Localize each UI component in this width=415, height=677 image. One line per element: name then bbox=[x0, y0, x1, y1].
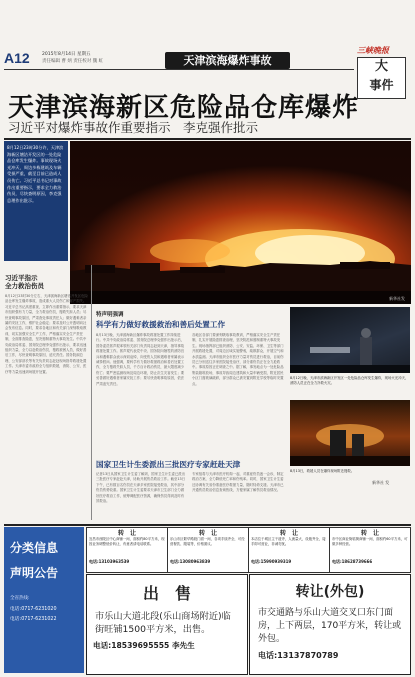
ad-large-transfer-phone: 电话:13137870789 bbox=[258, 651, 339, 660]
notice-title: 声明公告 bbox=[10, 566, 59, 580]
lower-body-right: 专家组将与天津市医疗机构一起，对重症伤员逐一会诊，制定救治方案，全力降低死亡率和伤残率。同时，国家卫生计生委还协调有关省份准备医疗救援力量，随时待命支援。天津市已开通伤员救治信息查询热线，方便家属了解伤员救治情况。 bbox=[192, 472, 284, 493]
ad-small-3 bbox=[248, 527, 330, 573]
left-heading-2: 全力救治伤员 bbox=[5, 282, 44, 290]
ad-large-sale bbox=[86, 574, 248, 675]
left-column-body: 8月12日23时30分左右，天津滨海新区塘沽开发区危险品仓库发生爆炸事故，造成重大人员伤亡和财产损失。习近平总书记高度重视，立即作出重要指示，要求天津市组织强有力力量，全力救治伤员，搜救失踪人员；尽快查明事故原因，严肃查处事故责任人；做好遇难者亲属的安抚工作，维护社会稳定；要求及时公开透明向社会发布信息。同时，要求各地区和有关部门深刻吸取教训，切实加强安全生产工作，严格落实安全生产责任制，全面排查隐患，坚决遏制重特大事故发生。中共中央政治局常委、国务院总理李克强作出批示，要求迅速组织力量，全力以赴救治伤员，搜救被困人员，做好善后工作，尽快查明事故原因，追究责任。国务院副总理、公安部部长等有关负责同志赶赴现场指导救援处置工作。天津市委市政府全力组织救援，消防、公安、医疗等力量迅速到场展开处置。 bbox=[5, 294, 88, 374]
sub-headline: 习近平对爆炸事故作重要指示 李克强作批示 bbox=[8, 120, 259, 135]
banner-text: 天津滨海爆炸事故 bbox=[183, 54, 272, 67]
ad-large-transfer-body: 市交通路与乐山大道交叉口东门面房，上下两层，170平方米，转让或外包。 bbox=[258, 608, 402, 644]
page-number: A12 bbox=[4, 50, 30, 66]
main-headline: 天津滨海新区危险品仓库爆炸 bbox=[8, 93, 360, 123]
mid-kicker: 特声明强调 bbox=[96, 312, 124, 318]
ad-small-2-body: 乐山市区繁华路段门面一间，各项手续齐全，可经营餐饮、服装等，价格面议。 bbox=[170, 537, 245, 547]
ad-small-2-phone: 电话:13080963839 bbox=[170, 559, 211, 564]
lower-title: 国家卫生计生委派出三批医疗专家赶赴天津 bbox=[96, 460, 241, 469]
rescue-photo-2 bbox=[290, 400, 410, 466]
rescue-scene-1 bbox=[290, 307, 410, 373]
ad-small-1-title: 转 让 bbox=[117, 530, 136, 537]
section-tag-bottom: 事件 bbox=[369, 78, 394, 92]
ad-small-2 bbox=[167, 527, 249, 573]
rescue-scene-2 bbox=[290, 400, 410, 466]
rescue-caption-1: 8月12日晚，天津市滨海新区开发区一处危险品仓库发生爆炸，现场火光冲天，消防人员正在全力扑救火灾。 bbox=[290, 376, 409, 386]
left-heading-1: 习近平指示 bbox=[5, 274, 38, 282]
ad-large-sale-title: 出 售 bbox=[142, 584, 191, 603]
hotline-label: 全省热线: bbox=[10, 596, 30, 601]
ad-large-sale-phone: 电话:18539695555 李先生 bbox=[93, 641, 195, 650]
classifieds-panel bbox=[4, 527, 84, 673]
section-banner bbox=[165, 52, 290, 69]
ad-small-4-body: 市中区商业街临街商铺一间，面积约60平方米，可做多种经营。 bbox=[332, 537, 408, 547]
ad-small-1-phone: 电话:13103963539 bbox=[89, 559, 130, 564]
ad-small-4 bbox=[329, 527, 411, 573]
rescue-photo-1 bbox=[290, 307, 410, 373]
header-date: 2015年8月14日 星期五 bbox=[42, 52, 91, 57]
photo-credit: 新华社发 bbox=[389, 296, 405, 301]
explosion-scene bbox=[70, 141, 411, 304]
mid-title: 科学有力做好救援救治和善后处置工作 bbox=[96, 320, 226, 329]
ad-small-4-phone: 电话:18628739666 bbox=[332, 559, 373, 564]
rescue-credit: 新华社 发 bbox=[372, 480, 390, 485]
ad-large-sale-body: 市乐山大道北段(乐山商场附近)临街旺铺1500平方米，出售。 bbox=[95, 611, 231, 635]
ad-small-1-body: 宜昌市西陵区中心商铺一间，面积约80平方米，现因业务调整低价转让，有意者请电话联系。 bbox=[89, 537, 165, 547]
lower-body-left: 记者13日从国家卫生计生委了解到，国家卫生计生委已派出三批医疗专家赶赴天津，协助开展伤员救治工作。截至13日下午，已有数百名伤员在天津多家医院接受救治，其中部分伤员伤势较重。国家卫生计生委要求天津市卫生部门全力做好医疗救治工作，统筹调配医疗资源，确保伤员得到及时有效救治。 bbox=[96, 472, 186, 504]
classifieds-title: 分类信息 bbox=[10, 541, 59, 555]
header-editor: 责任编辑 曹 炳 责任校对 魏 虹 bbox=[42, 59, 104, 64]
rescue-caption-2: 8月13日，救援人员在爆炸现场附近搜救。 bbox=[290, 469, 355, 473]
mid-body-right: 各地区各部门要深刻吸取事故教训，严格落实安全生产责任制，扎实开展隐患排查治理，坚决防范和遏制重特大事故发生。现场指挥部已组织消防、公安、安监、环保、卫生等部门开展救援处置，对周边区域实施警戒，疏散群众，开展空气和水质监测。天津市组织全市医疗力量对伤员进行救治，目前伤员已分别送往多家医院接受治疗，部分重伤员正在全力抢救中。事故原因正在调查之中。据了解，事发地点为一处危险品集装箱堆放场，事故导致周边建筑和大量车辆受损，附近居民小区门窗玻璃破碎，部分群众已被安置到附近学校等临时安置点。 bbox=[192, 333, 284, 386]
ad-small-4-title: 转 让 bbox=[360, 530, 379, 537]
ad-small-3-phone: 电话:15990939319 bbox=[251, 559, 292, 564]
lede-box bbox=[4, 141, 68, 261]
hotline-1: 电话:0717-6231020 bbox=[10, 607, 57, 612]
ad-large-transfer bbox=[249, 574, 411, 675]
mid-body-left: 8月13日晚，天津滨海新区爆炸事故救援处置工作持续进行。中共中央政治局常委、国务院总理李克强作出批示后，国务委员郭声琨率领有关部门负责同志赶到天津，指导事故救援处置工作。郭声琨代表党中央、国务院向牺牲的消防官兵和遇难群众表示深切哀悼，向受伤人员和遇难者家属表示诚挚慰问。他强调，要科学有力做好救援救治和善后处置工作，全力搜救失踪人员，千方百计救治伤员，最大限度减少伤亡；要严密监测现场及周边环境，防止次生灾害发生；要妥善做好遇难者家属安抚工作；要尽快查明事故原因，依法严肃追究责任。 bbox=[96, 333, 185, 386]
section-tag bbox=[357, 57, 406, 99]
ad-small-1 bbox=[86, 527, 168, 573]
section-tag-top: 大 bbox=[374, 59, 388, 74]
ad-small-2-title: 转 让 bbox=[198, 530, 217, 537]
ad-small-3-body: 本店位于城区主干道旁，人流量大，设施齐全，接手即可营业，非诚勿扰。 bbox=[251, 537, 326, 547]
hotline-2: 电话:0717-6231022 bbox=[10, 617, 57, 622]
brand-logo: 三峡晚报 bbox=[357, 45, 389, 55]
ad-small-3-title: 转 让 bbox=[279, 530, 298, 537]
explosion-photo bbox=[70, 141, 411, 304]
lede-text: 8月12日23时30分许，天津滨海新区塘沽开发区的一处危险品仓库发生爆炸。事故现场火光冲天，周边多栋建筑及车辆受损严重，截至目前已造成人员伤亡。习近平总书记对事故作出重要指示，要求全力救治伤员，尽快查明原因，李克强总理作出批示。 bbox=[7, 145, 64, 203]
ad-large-transfer-title: 转让(外包) bbox=[295, 584, 365, 600]
